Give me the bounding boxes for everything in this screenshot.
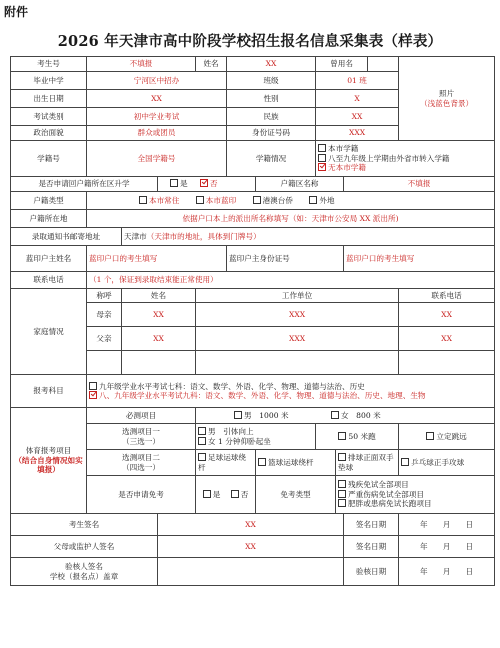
registration-form-table: [10, 56, 495, 586]
checkbox-icon[interactable]: [258, 458, 266, 466]
label-candidate-no: 考生号: [11, 57, 87, 72]
family-header-work: 工作单位: [196, 289, 399, 303]
label-exempt-type: 免考类型: [256, 476, 336, 514]
value-ethnicity[interactable]: XX: [316, 108, 399, 126]
checkbox-icon[interactable]: [401, 458, 409, 466]
family-relation: 母亲: [87, 303, 122, 327]
value-contact-phone[interactable]: （1 个，保证到录取结束能正常使用）: [87, 272, 495, 289]
photo-label: 照片: [438, 89, 455, 99]
value-graduation-school[interactable]: 宁河区中招办: [87, 72, 227, 90]
exempt-apply-options: [196, 476, 256, 514]
photo-note: （浅蓝色背景）: [420, 98, 474, 108]
pe-elective-one-pullup-situp: [196, 424, 316, 450]
value-birth-date[interactable]: XX: [87, 90, 227, 108]
pe-option-table-tennis[interactable]: 乒乓球正手攻球: [399, 450, 495, 476]
label-exam-category: 考试类别: [11, 108, 87, 126]
value-former-name[interactable]: [368, 57, 399, 72]
label-pe-items: [11, 408, 87, 514]
label-class: 班级: [227, 72, 316, 90]
family-header-name: 姓名: [122, 289, 196, 303]
label-hukou-location: 户籍所在地: [11, 210, 87, 228]
subject-option-nine[interactable]: 八、九年级学业水平考试九科：语文、数学、外语、化学、物理、道德与法治、历史、地理、生物: [89, 391, 492, 400]
photo-box[interactable]: [399, 57, 495, 141]
label-verifier-sign: 验核人签名 学校（报名点）盖章: [11, 558, 158, 586]
checkbox-icon[interactable]: [338, 480, 346, 488]
label-mailing-address: 录取通知书邮寄地址: [11, 228, 122, 246]
exempt-option-no[interactable]: 否: [231, 490, 249, 499]
label-ethnicity: 民族: [227, 108, 316, 126]
family-blank-cell[interactable]: [87, 351, 122, 375]
label-householder-id: 蓝印户主身份证号: [227, 246, 344, 272]
value-hukou-district-name[interactable]: 不填报: [344, 177, 495, 192]
enrollment-option-none[interactable]: 无本市学籍: [318, 163, 492, 172]
value-class[interactable]: 01 班: [316, 72, 399, 90]
label-birth-date: 出生日期: [11, 90, 87, 108]
family-relation: 父亲: [87, 327, 122, 351]
hukou-type-other[interactable]: 外地: [309, 196, 334, 205]
exempt-type-disability[interactable]: 残疾免试全部项目: [338, 480, 492, 489]
checkbox-icon[interactable]: [231, 490, 239, 498]
value-guardian-sign[interactable]: XX: [158, 536, 344, 558]
checkbox-icon[interactable]: [198, 453, 206, 461]
subject-option-seven[interactable]: 九年级学业水平考试七科：语文、数学、外语、化学、物理、道德与法治、历史: [89, 382, 492, 391]
pe-option-volleyball[interactable]: 排球正面双手垫球: [336, 450, 399, 476]
value-student-id[interactable]: 全国学籍号: [87, 141, 227, 177]
family-work[interactable]: XXX: [196, 327, 399, 351]
value-candidate-sign-date[interactable]: 年 月 日: [399, 514, 495, 536]
checkbox-icon[interactable]: [338, 453, 346, 461]
label-householder-name: 蓝印户主姓名: [11, 246, 87, 272]
hukou-type-local[interactable]: 本市常住: [139, 196, 179, 205]
checkbox-icon[interactable]: [309, 196, 317, 204]
label-elective-one: 选测项目一 （三选一）: [87, 424, 196, 450]
checkbox-icon[interactable]: [318, 144, 326, 152]
label-exempt-apply: 是否申请免考: [87, 476, 196, 514]
family-phone[interactable]: XX: [399, 327, 495, 351]
checkbox-icon[interactable]: [234, 411, 242, 419]
label-hukou-type: 户籍类型: [11, 192, 87, 210]
family-header-relation: 称呼: [87, 289, 122, 303]
family-work[interactable]: XXX: [196, 303, 399, 327]
label-hukou-district-name: 户籍区名称: [256, 177, 344, 192]
annex-label: 附件: [4, 5, 29, 19]
hukou-type-hk-mo-tw[interactable]: 港澳台侨: [253, 196, 293, 205]
enrollment-option-transfer[interactable]: 八至九年级上学期由外省市转入学籍: [318, 154, 492, 163]
label-required-item: 必测项目: [87, 408, 196, 424]
checkbox-icon[interactable]: [196, 196, 204, 204]
value-verify-date[interactable]: 年 月 日: [399, 558, 495, 586]
pe-option-basketball[interactable]: 篮球运球绕杆: [256, 450, 336, 476]
family-header-phone: 联系电话: [399, 289, 495, 303]
family-blank-cell[interactable]: [399, 351, 495, 375]
value-political-status[interactable]: 群众或团员: [87, 126, 227, 141]
form-title: 2026 年天津市高中阶段学校招生报名信息采集表（样表）: [57, 33, 443, 50]
exam-subject-options: [87, 375, 495, 408]
checkbox-icon[interactable]: [338, 490, 346, 498]
checkbox-icon[interactable]: [338, 499, 346, 507]
label-exam-subjects: 报考科目: [11, 375, 87, 408]
label-former-name: 曾用名: [316, 57, 368, 72]
checkbox-icon[interactable]: [139, 196, 147, 204]
value-hukou-location[interactable]: 依据户口本上的派出所名称填写（如：天津市公安局 XX 派出所): [87, 210, 495, 228]
value-name[interactable]: XX: [227, 57, 316, 72]
value-verifier-sign[interactable]: [158, 558, 344, 586]
value-candidate-no[interactable]: 不填报: [87, 57, 196, 72]
value-gender[interactable]: X: [316, 90, 399, 108]
pe-items-title: 体育报考项目: [25, 446, 72, 456]
checkbox-icon[interactable]: [198, 427, 206, 435]
hukou-type-options: [87, 192, 495, 210]
checked-checkbox-icon[interactable]: [200, 179, 208, 187]
label-contact-phone: 联系电话: [11, 272, 87, 289]
checkbox-icon[interactable]: [198, 437, 206, 445]
family-blank-cell[interactable]: [196, 351, 399, 375]
checkbox-icon[interactable]: [338, 432, 346, 440]
pe-required-female[interactable]: 女 800 米: [331, 411, 381, 420]
mailing-prefix: 天津市: [124, 231, 147, 241]
pe-option-50m[interactable]: 50 米跑: [316, 424, 399, 450]
pe-option-football[interactable]: 足球运球绕杆: [196, 450, 256, 476]
value-householder-name[interactable]: 蓝印户口的考生填写: [87, 246, 227, 272]
checkbox-icon[interactable]: [318, 154, 326, 162]
pe-items-note: （结合自身情况如实填报）: [14, 455, 83, 475]
pe-required-options: [196, 408, 495, 424]
exempt-type-obesity[interactable]: 肥胖或患病免试长跑项目: [338, 499, 492, 508]
value-householder-id[interactable]: 蓝印户口的考生填写: [344, 246, 495, 272]
enrollment-status-options: [316, 141, 495, 177]
label-candidate-sign-date: 签名日期: [344, 514, 399, 536]
value-candidate-sign[interactable]: XX: [158, 514, 344, 536]
label-graduation-school: 毕业中学: [11, 72, 87, 90]
label-return-to-hukou: 是否申请回户籍所在区升学: [11, 177, 158, 192]
label-id-number: 身份证号码: [227, 126, 316, 141]
pe-option-long-jump[interactable]: 立定跳远: [399, 424, 495, 450]
pe-required-male[interactable]: 男 1000 米: [234, 411, 289, 420]
label-name: 姓名: [196, 57, 227, 72]
label-student-id: 学籍号: [11, 141, 87, 177]
checkbox-icon[interactable]: [331, 411, 339, 419]
checkbox-icon[interactable]: [203, 490, 211, 498]
label-guardian-sign-date: 签名日期: [344, 536, 399, 558]
pe-option-pullup[interactable]: 男 引体向上: [198, 427, 313, 436]
label-gender: 性别: [227, 90, 316, 108]
enrollment-option-local[interactable]: 本市学籍: [318, 144, 492, 153]
family-name[interactable]: XX: [122, 327, 196, 351]
family-name[interactable]: XX: [122, 303, 196, 327]
label-candidate-sign: 考生签名: [11, 514, 158, 536]
family-phone[interactable]: XX: [399, 303, 495, 327]
hukou-type-blue[interactable]: 本市蓝印: [196, 196, 236, 205]
return-to-hukou-options: [158, 177, 256, 192]
family-blank-cell[interactable]: [122, 351, 196, 375]
value-mailing-address[interactable]: [122, 228, 495, 246]
checkbox-icon[interactable]: [253, 196, 261, 204]
label-enrollment-status: 学籍情况: [227, 141, 316, 177]
checkbox-icon[interactable]: [89, 382, 97, 390]
checkbox-icon[interactable]: [170, 179, 178, 187]
label-verify-date: 验核日期: [344, 558, 399, 586]
checked-checkbox-icon[interactable]: [89, 391, 97, 399]
checked-checkbox-icon[interactable]: [318, 163, 326, 171]
exempt-option-yes[interactable]: 是: [203, 490, 221, 499]
pe-option-situp[interactable]: 女 1 分钟仰卧起坐: [198, 437, 313, 446]
exempt-type-options: [336, 476, 495, 514]
value-id-number[interactable]: XXX: [316, 126, 399, 141]
label-political-status: 政治面貌: [11, 126, 87, 141]
value-exam-category[interactable]: 初中学业考试: [87, 108, 227, 126]
checkbox-icon[interactable]: [426, 432, 434, 440]
label-elective-two: 选测项目二 （四选一）: [87, 450, 196, 476]
return-option-no[interactable]: 否: [200, 179, 218, 188]
label-guardian-sign: 父母或监护人签名: [11, 536, 158, 558]
exempt-type-injury[interactable]: 严重伤病免试全部项目: [338, 490, 492, 499]
label-family: 家庭情况: [11, 289, 87, 375]
return-option-yes[interactable]: 是: [170, 179, 188, 188]
mailing-address-hint: （天津市的地址，具体到门牌号）: [146, 231, 261, 241]
value-guardian-sign-date[interactable]: 年 月 日: [399, 536, 495, 558]
